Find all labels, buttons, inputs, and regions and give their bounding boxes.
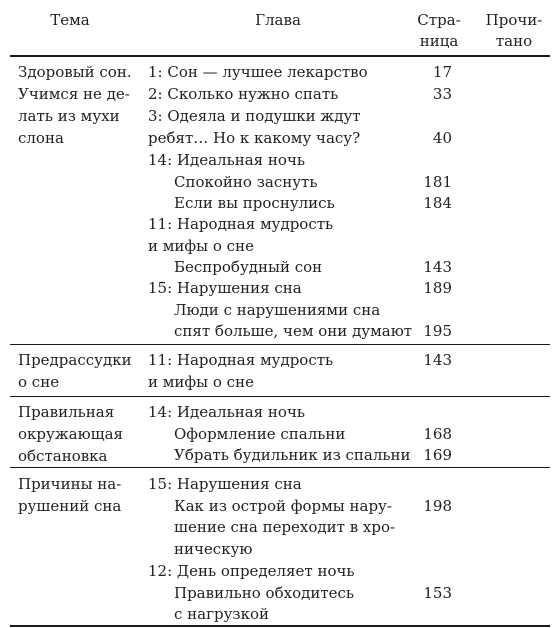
page-number: 169 xyxy=(423,446,452,464)
header-read-line1: Прочи- xyxy=(485,11,543,29)
page-number: 168 xyxy=(423,425,452,443)
topic-line: о сне xyxy=(18,373,60,391)
page-number: 143 xyxy=(423,351,452,369)
page-number: 143 xyxy=(423,258,452,276)
subchapter-entry: Если вы проснулись xyxy=(174,194,335,212)
subchapter-entry: Как из острой формы нару- xyxy=(174,497,392,515)
chapter-entry: 3: Одеяла и подушки ждут xyxy=(148,107,361,125)
subchapter-entry: шение сна переходит в хро- xyxy=(174,518,396,536)
page-number: 181 xyxy=(423,173,452,191)
header-rule xyxy=(10,55,550,57)
chapter-entry: ребят… Но к какому часу? xyxy=(148,129,361,147)
header-chapter: Глава xyxy=(255,11,301,29)
chapter-entry: 14: Идеальная ночь xyxy=(148,151,306,169)
page-number: 17 xyxy=(432,63,452,81)
section-divider xyxy=(10,344,550,345)
table-bottom-rule xyxy=(10,625,550,627)
topic-line: Причины на- xyxy=(18,475,122,493)
page-number: 189 xyxy=(423,279,452,297)
subchapter-entry: Убрать будильник из спальни xyxy=(174,446,411,464)
header-page-line1: Стра- xyxy=(417,11,461,29)
subchapter-entry: Оформление спальни xyxy=(174,425,346,443)
header-read-line2: тано xyxy=(495,32,533,50)
page-number: 33 xyxy=(432,85,452,103)
header-page-line2: ница xyxy=(419,32,459,50)
topic-line: Предрассудки xyxy=(18,351,132,369)
chapter-entry: и мифы о сне xyxy=(148,373,254,391)
page-number: 153 xyxy=(423,584,452,602)
topic-line: Правильная xyxy=(18,403,115,421)
chapter-entry: 2: Сколько нужно спать xyxy=(148,85,339,103)
topic-line: лать из мухи xyxy=(18,107,120,125)
topic-line: рушений сна xyxy=(18,497,122,515)
subchapter-entry: Спокойно заснуть xyxy=(174,173,318,191)
topic-line: Учимся не де- xyxy=(18,85,130,103)
page-number: 40 xyxy=(432,129,452,147)
header-topic: Тема xyxy=(50,11,90,29)
topic-line: обстановка xyxy=(18,447,108,465)
chapter-entry: 11: Народная мудрость xyxy=(148,215,334,233)
page-number: 195 xyxy=(423,322,452,340)
chapter-entry: 1: Сон — лучшее лекарство xyxy=(148,63,368,81)
chapter-entry: 15: Нарушения сна xyxy=(148,279,302,297)
chapter-entry: 12: День определяет ночь xyxy=(148,562,355,580)
subchapter-entry: ническую xyxy=(174,540,253,558)
subchapter-entry: Беспробудный сон xyxy=(174,258,323,276)
page-number: 198 xyxy=(423,497,452,515)
topic-line: окружающая xyxy=(18,425,123,443)
subchapter-entry: Правильно обходитесь xyxy=(174,584,355,602)
subchapter-entry: спят больше, чем они думают xyxy=(174,322,413,340)
chapter-entry: 15: Нарушения сна xyxy=(148,475,302,493)
topic-line: слона xyxy=(18,129,64,147)
subchapter-entry: Люди с нарушениями сна xyxy=(174,301,381,319)
topic-line: Здоровый сон. xyxy=(18,63,132,81)
chapter-entry: 11: Народная мудрость xyxy=(148,351,334,369)
page-number: 184 xyxy=(423,194,452,212)
chapter-entry: и мифы о сне xyxy=(148,237,254,255)
section-divider xyxy=(10,467,550,468)
chapter-entry: 14: Идеальная ночь xyxy=(148,403,306,421)
subchapter-entry: с нагрузкой xyxy=(174,605,269,623)
section-divider xyxy=(10,396,550,397)
